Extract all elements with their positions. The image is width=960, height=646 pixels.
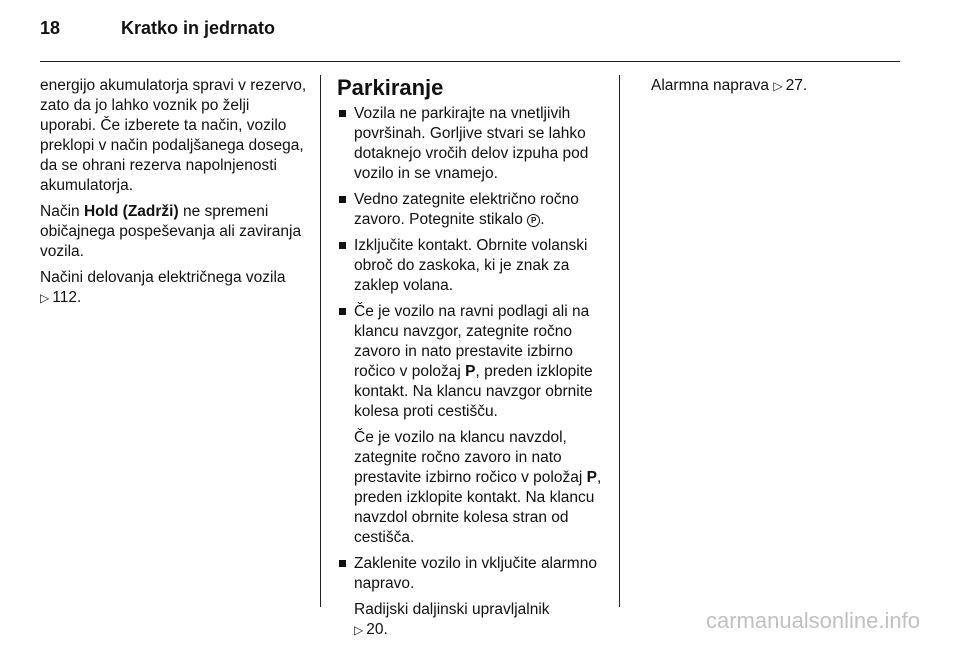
sub-paragraph-remote: Radijski daljinski upravljalnik ▷ 20. — [354, 601, 550, 638]
paragraph-energy: energijo akumulatorja spravi v rezervo, zato da jo lahko voznik po želji uporabi. Če izberete ta način, vozilo preklopi v način podaljšanega dosega, da se ohrani rezerva napolnjenosti akumulatorja. — [40, 77, 307, 194]
list-item: Vozila ne parkirajte na vnetljivih površinah. Gorljive stvari se lahko dotaknejo vročih delov izpuha pod vozilo in se vnamejo. — [337, 104, 607, 184]
column-left — [40, 76, 308, 314]
page-header — [40, 18, 275, 39]
page-title: Kratko in jedrnato — [121, 18, 276, 38]
sub-paragraph-downhill: Če je vozilo na klancu navzdol, zategnite ročno zavoro in nato prestavite izbirno ročico v položaj P, preden izklopite kontakt. Na klancu navzdol obrnite kolesa stran od cestišča. — [354, 429, 602, 546]
page-reference-link[interactable]: 112. — [52, 289, 82, 306]
list-item: Vedno zategnite električno ročno zavoro. Potegnite stikalo P . — [337, 190, 607, 230]
page-reference-icon: ▷ — [40, 291, 50, 305]
page-number: 18 — [40, 18, 61, 38]
page-reference-link[interactable]: 27. — [785, 77, 808, 94]
paragraph-alarm: Alarmna naprava ▷ 27. — [651, 77, 808, 94]
section-heading: Parkiranje — [337, 75, 444, 100]
column-middle — [337, 76, 607, 646]
list-item: Če je vozilo na ravni podlagi ali na klancu navzgor, zategnite ročno zavoro in nato prestavite izbirno ročico v položaj P, preden izklopite kontakt. Na klancu navzgor obrnite kolesa proti cestišču. Če je vozilo na klancu navzdol, zategnite ročno zavoro in nato prestavite izbirno ročico v položaj P, preden izklopite kontakt. Na klancu navzdol obrnite kolesa stran od cestišča. — [337, 302, 607, 548]
column-divider-2 — [619, 75, 620, 607]
page-reference-link[interactable]: 20. — [366, 621, 388, 638]
watermark: carmanualsonline.info — [705, 608, 920, 633]
column-divider-1 — [320, 75, 321, 607]
hold-mode-label: Hold (Zadrži) — [83, 203, 179, 220]
list-item: Izključite kontakt. Obrnite volanski obroč do zaskoka, ki je znak za zaklep volana. — [337, 236, 607, 296]
header-rule — [40, 61, 900, 62]
paragraph-hold-mode: Način Hold (Zadrži) ne spremeni običajnega pospeševanja ali zaviranja vozila. — [40, 203, 302, 260]
page-reference-icon: ▷ — [773, 79, 783, 93]
parking-bullet-list — [337, 104, 607, 640]
page-reference-icon: ▷ — [354, 623, 364, 637]
parking-brake-icon: P — [527, 214, 540, 227]
paragraph-ev-modes: Načini delovanja električnega vozila ▷ 112. — [40, 269, 286, 306]
list-item: Zaklenite vozilo in vključite alarmno napravo. Radijski daljinski upravljalnik ▷ 20. — [337, 554, 607, 640]
column-right — [651, 76, 901, 102]
